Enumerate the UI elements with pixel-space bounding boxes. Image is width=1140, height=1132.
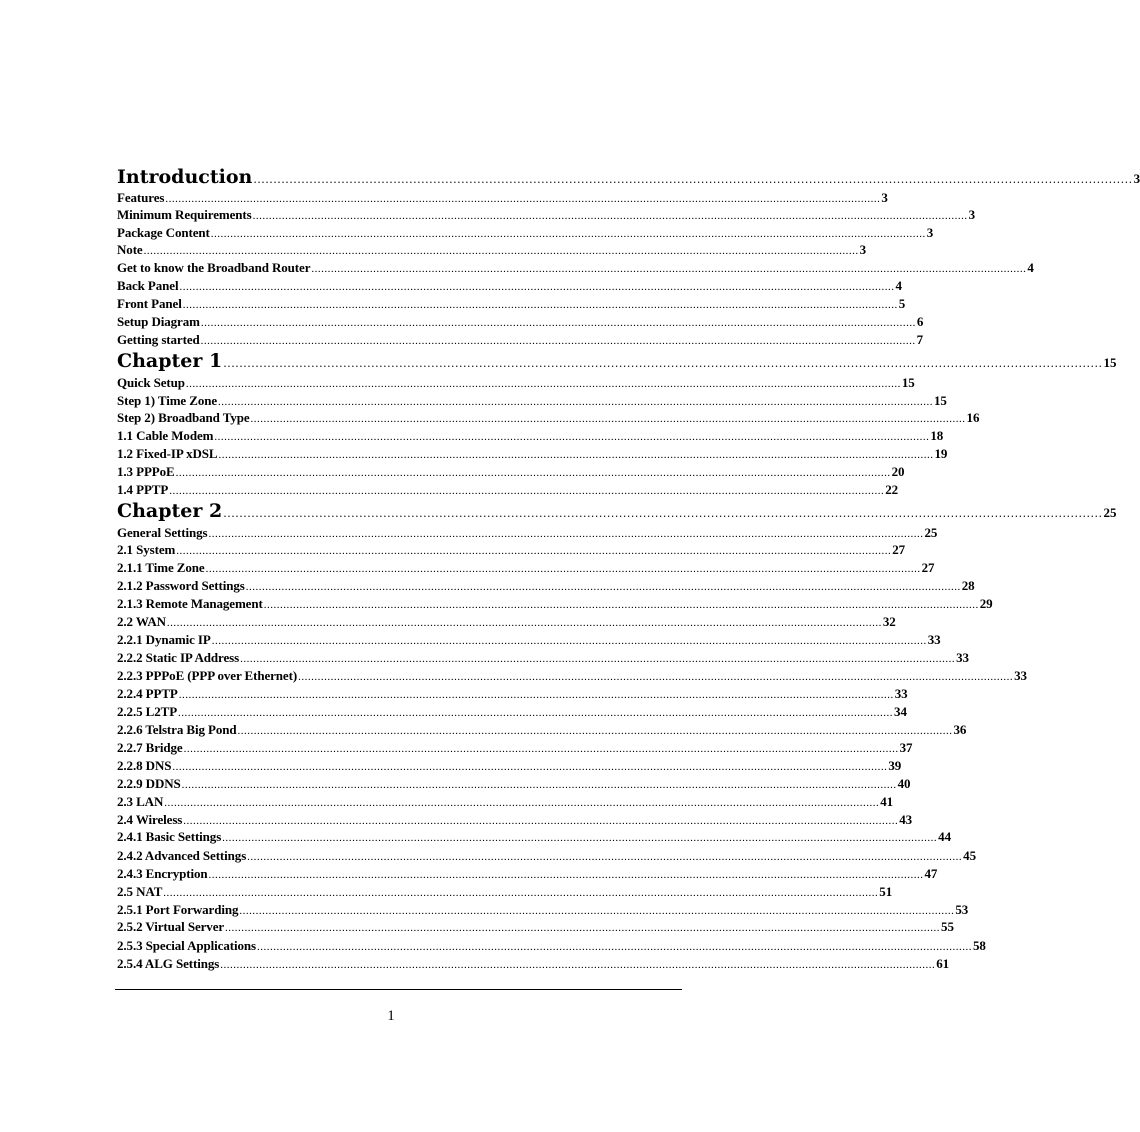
toc-entry[interactable] (117, 314, 924, 330)
toc-entry-title: 2.3 LAN (117, 794, 164, 809)
toc-dot-leader: ............................................................................................................................................................................................................................ (200, 317, 916, 329)
toc-entry-title: 2.2.5 L2TP (117, 704, 178, 719)
toc-entry[interactable] (117, 884, 893, 900)
toc-entry[interactable] (117, 829, 951, 845)
toc-chapter-heading[interactable] (117, 166, 1140, 188)
toc-entry-page: 33 (927, 632, 941, 647)
toc-dot-leader: ............................................................................................................................................................................................................................ (298, 671, 1014, 683)
toc-dot-leader: ............................................................................................................................................................................................................................ (178, 707, 894, 719)
toc-entry-title: Chapter 1 (117, 350, 223, 372)
toc-dot-leader: ............................................................................................................................................................................................................................ (225, 922, 941, 934)
toc-entry-page: 15 (901, 375, 915, 390)
toc-entry-title: Minimum Requirements (117, 207, 252, 222)
toc-entry-title: 2.4.2 Advanced Settings (117, 848, 247, 863)
toc-entry-page: 16 (966, 410, 980, 425)
toc-entry-title: Get to know the Broadband Router (117, 260, 311, 275)
toc-entry[interactable] (117, 919, 954, 935)
toc-entry-page: 47 (924, 866, 938, 881)
toc-entry[interactable] (117, 614, 896, 630)
toc-dot-leader: ............................................................................................................................................................................................................................ (182, 299, 898, 311)
toc-entry-page: 27 (921, 560, 935, 575)
toc-entry[interactable] (117, 812, 913, 828)
toc-entry-page: 18 (930, 428, 944, 443)
toc-dot-leader: ............................................................................................................................................................................................................................ (250, 413, 966, 425)
toc-entry-page: 33 (956, 650, 969, 665)
toc-dot-leader: ............................................................................................................................................................................................................................ (169, 485, 885, 497)
toc-dot-leader: ............................................................................................................................................................................................................................ (218, 449, 934, 461)
toc-entry-page: 3 (1133, 171, 1140, 186)
toc-dot-leader: ............................................................................................................................................................................................................................ (223, 507, 1103, 520)
toc-dot-leader: ............................................................................................................................................................................................................................ (247, 851, 963, 863)
toc-dot-leader: ............................................................................................................................................................................................................................ (223, 357, 1103, 370)
toc-dot-leader: ............................................................................................................................................................................................................................ (252, 210, 968, 222)
toc-entry[interactable] (117, 956, 950, 972)
toc-dot-leader: ............................................................................................................................................................................................................................ (208, 869, 924, 881)
toc-entry-page: 22 (885, 482, 899, 497)
toc-entry[interactable] (117, 740, 913, 756)
toc-entry[interactable] (117, 596, 993, 612)
toc-entry-page: 3 (881, 190, 888, 205)
toc-dot-leader: ............................................................................................................................................................................................................................ (208, 528, 924, 540)
toc-entry-title: 2.1.2 Password Settings (117, 578, 245, 593)
toc-entry-page: 3 (968, 207, 976, 222)
toc-entry-page: 28 (961, 578, 975, 593)
toc-entry[interactable] (117, 866, 938, 882)
toc-entry-title: 1.3 PPPoE (117, 464, 175, 479)
toc-entry[interactable] (117, 464, 905, 480)
toc-entry-title: Step 2) Broadband Type (117, 410, 250, 425)
toc-entry-title: Chapter 2 (117, 500, 223, 522)
toc-dot-leader: ............................................................................................................................................................................................................................ (143, 245, 859, 257)
toc-entry-title: 2.4.3 Encryption (117, 866, 208, 881)
toc-entry[interactable] (117, 632, 941, 648)
toc-entry-title: 2.2.8 DNS (117, 758, 172, 773)
toc-entry-title: Quick Setup (117, 375, 185, 390)
toc-entry-title: 2.5.1 Port Forwarding (117, 902, 239, 917)
toc-dot-leader: ............................................................................................................................................................................................................................ (211, 635, 927, 647)
toc-entry[interactable] (117, 525, 938, 541)
toc-entry-page: 53 (955, 902, 969, 917)
toc-entry-title: 2.1 System (117, 542, 176, 557)
toc-entry-page: 55 (941, 919, 954, 934)
toc-entry-page: 41 (880, 794, 894, 809)
toc-entry-title: 2.5.3 Special Applications (117, 938, 256, 953)
toc-dot-leader: ............................................................................................................................................................................................................................ (218, 396, 934, 408)
toc-dot-leader: ............................................................................................................................................................................................................................ (163, 887, 879, 899)
toc-entry-page: 51 (879, 884, 893, 899)
toc-entry-page: 29 (979, 596, 993, 611)
toc-entry[interactable] (117, 446, 948, 462)
toc-entry[interactable] (117, 650, 969, 666)
toc-entry-title: 2.5 NAT (117, 884, 163, 899)
toc-entry[interactable] (117, 848, 976, 864)
toc-entry-title: 2.2.2 Static IP Address (117, 650, 240, 665)
toc-entry-title: 2.4.1 Basic Settings (117, 829, 222, 844)
toc-dot-leader: ............................................................................................................................................................................................................................ (178, 689, 894, 701)
toc-entry[interactable] (117, 560, 935, 576)
toc-entry-page: 37 (899, 740, 913, 755)
toc-entry[interactable] (117, 938, 986, 954)
toc-entry-page: 33 (1014, 668, 1027, 683)
toc-entry-title: 2.5.4 ALG Settings (117, 956, 220, 971)
toc-entry[interactable] (117, 578, 975, 594)
toc-dot-leader: ............................................................................................................................................................................................................................ (210, 228, 926, 240)
toc-entry-title: 2.2.3 PPPoE (PPP over Ethernet) (117, 668, 298, 683)
toc-entry-title: Note (117, 242, 143, 257)
toc-entry-page: 58 (972, 938, 986, 953)
toc-entry[interactable] (117, 428, 944, 444)
toc-dot-leader: ............................................................................................................................................................................................................................ (166, 617, 882, 629)
toc-entry-title: 2.5.2 Virtual Server (117, 919, 225, 934)
toc-entry[interactable] (117, 482, 899, 498)
toc-dot-leader: ............................................................................................................................................................................................................................ (176, 545, 892, 557)
toc-dot-leader: ............................................................................................................................................................................................................................ (185, 378, 901, 390)
toc-entry-title: Introduction (117, 166, 253, 188)
toc-entry[interactable] (117, 722, 967, 738)
toc-dot-leader: ............................................................................................................................................................................................................................ (164, 797, 880, 809)
toc-entry-page: 27 (892, 542, 906, 557)
toc-entry[interactable] (117, 207, 976, 223)
toc-dot-leader: ............................................................................................................................................................................................................................ (311, 263, 1027, 275)
toc-entry-page: 45 (963, 848, 976, 863)
toc-dot-leader: ............................................................................................................................................................................................................................ (165, 193, 881, 205)
toc-dot-leader: ............................................................................................................................................................................................................................ (172, 761, 888, 773)
toc-entry-page: 4 (895, 278, 902, 293)
toc-entry[interactable] (117, 758, 902, 774)
toc-entry[interactable] (117, 242, 866, 258)
toc-entry-page: 43 (899, 812, 913, 827)
toc-entry[interactable] (117, 225, 934, 241)
toc-entry-title: 2.2.6 Telstra Big Pond (117, 722, 237, 737)
toc-dot-leader: ............................................................................................................................................................................................................................ (253, 173, 1133, 186)
toc-entry-title: 2.1.1 Time Zone (117, 560, 205, 575)
toc-dot-leader: ............................................................................................................................................................................................................................ (220, 959, 936, 971)
toc-entry[interactable] (117, 704, 907, 720)
toc-dot-leader: ............................................................................................................................................................................................................................ (256, 941, 972, 953)
toc-entry[interactable] (117, 375, 915, 391)
toc-entry-title: Back Panel (117, 278, 179, 293)
toc-entry-page: 3 (926, 225, 934, 240)
toc-dot-leader: ............................................................................................................................................................................................................................ (214, 431, 930, 443)
toc-entry-page: 44 (938, 829, 951, 844)
toc-dot-leader: ............................................................................................................................................................................................................................ (237, 725, 953, 737)
toc-dot-leader: ............................................................................................................................................................................................................................ (181, 779, 897, 791)
toc-entry[interactable] (117, 190, 888, 206)
toc-dot-leader: ............................................................................................................................................................................................................................ (200, 335, 916, 347)
toc-entry[interactable] (117, 332, 924, 348)
toc-entry-title: Step 1) Time Zone (117, 393, 218, 408)
toc-entry[interactable] (117, 902, 969, 918)
toc-entry-title: 2.2 WAN (117, 614, 166, 629)
toc-entry-title: 2.1.3 Remote Management (117, 596, 263, 611)
toc-dot-leader: ............................................................................................................................................................................................................................ (179, 281, 895, 293)
toc-entry-page: 61 (936, 956, 950, 971)
toc-chapter-heading[interactable] (117, 500, 1117, 522)
toc-entry-title: 1.1 Cable Modem (117, 428, 214, 443)
toc-entry-title: Features (117, 190, 165, 205)
toc-entry[interactable] (117, 794, 894, 810)
toc-entry-title: 2.2.4 PPTP (117, 686, 178, 701)
toc-entry-title: Front Panel (117, 296, 182, 311)
toc-entry[interactable] (117, 668, 1027, 684)
toc-entry[interactable] (117, 260, 1034, 276)
toc-dot-leader: ............................................................................................................................................................................................................................ (183, 743, 899, 755)
toc-entry-page: 15 (934, 393, 947, 408)
toc-entry[interactable] (117, 278, 902, 294)
toc-dot-leader: ............................................................................................................................................................................................................................ (263, 599, 979, 611)
toc-entry-title: Package Content (117, 225, 210, 240)
toc-entry-page: 25 (924, 525, 938, 540)
toc-entry-page: 40 (897, 776, 911, 791)
toc-dot-leader: ............................................................................................................................................................................................................................ (240, 653, 956, 665)
toc-entry-page: 33 (894, 686, 908, 701)
toc-entry-page: 15 (1103, 355, 1117, 370)
toc-dot-leader: ............................................................................................................................................................................................................................ (183, 815, 899, 827)
toc-entry-title: 2.2.1 Dynamic IP (117, 632, 211, 647)
toc-entry[interactable] (117, 393, 947, 409)
toc-entry-page: 4 (1027, 260, 1034, 275)
toc-entry-title: Getting started (117, 332, 200, 347)
toc-entry-page: 20 (891, 464, 905, 479)
toc-entry-title: General Settings (117, 525, 208, 540)
toc-dot-leader: ............................................................................................................................................................................................................................ (205, 563, 921, 575)
toc-entry-page: 5 (898, 296, 906, 311)
toc-entry-title: Setup Diagram (117, 314, 200, 329)
toc-entry-page: 32 (882, 614, 896, 629)
toc-entry-page: 6 (916, 314, 924, 329)
toc-entry[interactable] (117, 296, 906, 312)
toc-dot-leader: ............................................................................................................................................................................................................................ (239, 905, 955, 917)
toc-entry-page: 3 (859, 242, 866, 257)
toc-entry-page: 36 (953, 722, 967, 737)
toc-entry-title: 2.2.7 Bridge (117, 740, 183, 755)
page-number: 1 (387, 1008, 395, 1024)
toc-chapter-heading[interactable] (117, 350, 1117, 372)
toc-entry-page: 25 (1103, 505, 1117, 520)
toc-entry[interactable] (117, 410, 980, 426)
toc-entry-title: 2.2.9 DDNS (117, 776, 181, 791)
toc-entry-page: 19 (934, 446, 948, 461)
toc-dot-leader: ............................................................................................................................................................................................................................ (245, 581, 961, 593)
toc-entry-page: 7 (916, 332, 924, 347)
toc-entry-page: 34 (894, 704, 907, 719)
toc-entry[interactable] (117, 686, 908, 702)
toc-entry[interactable] (117, 542, 906, 558)
toc-entry-page: 39 (888, 758, 902, 773)
footer-divider (115, 989, 682, 990)
toc-entry[interactable] (117, 776, 911, 792)
toc-dot-leader: ............................................................................................................................................................................................................................ (175, 467, 891, 479)
toc-dot-leader: ............................................................................................................................................................................................................................ (222, 832, 938, 844)
toc-entry-title: 2.4 Wireless (117, 812, 183, 827)
toc-entry-title: 1.4 PPTP (117, 482, 169, 497)
toc-entry-title: 1.2 Fixed-IP xDSL (117, 446, 218, 461)
